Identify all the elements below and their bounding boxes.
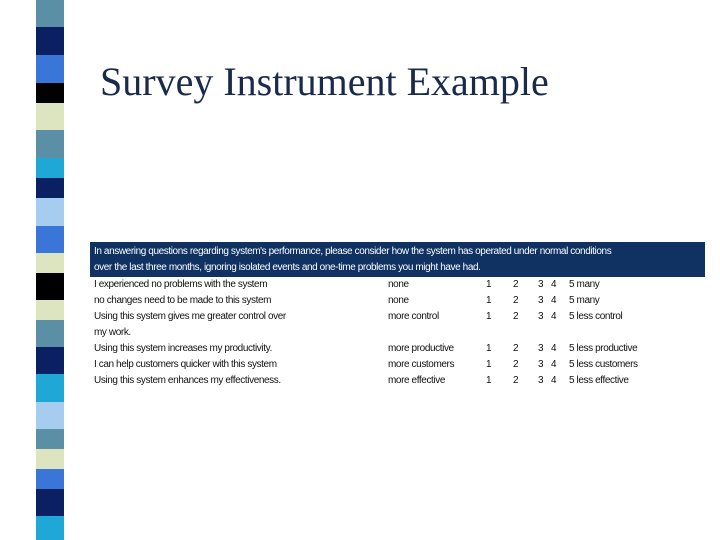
- survey-statement: I experienced no problems with the system: [94, 279, 268, 290]
- scale-point-3: 3: [538, 279, 544, 290]
- high-anchor-label: 5 less control: [569, 311, 623, 322]
- high-anchor-label: 5 many: [569, 295, 600, 306]
- low-anchor-label: more control: [388, 311, 439, 322]
- survey-statement: Using this system gives me greater control over: [94, 311, 286, 322]
- survey-statement: no changes need to be made to this system: [94, 295, 272, 306]
- scale-point-1: 1: [486, 343, 492, 354]
- scale-point-1: 1: [486, 295, 492, 306]
- scale-point-3: 3: [538, 375, 544, 386]
- scale-point-4: 4: [551, 311, 557, 322]
- stripe-block: [36, 516, 64, 540]
- scale-point-4: 4: [551, 295, 557, 306]
- stripe-block: [36, 469, 64, 489]
- high-anchor-label: 5 less customers: [569, 359, 638, 370]
- low-anchor-label: more customers: [388, 359, 455, 370]
- survey-instructions-header: [90, 242, 705, 277]
- scale-point-3: 3: [538, 311, 544, 322]
- scale-point-2: 2: [513, 343, 519, 354]
- high-anchor-label: 5 less productive: [569, 343, 638, 354]
- low-anchor-label: more effective: [388, 375, 446, 386]
- survey-instrument-table: [90, 242, 705, 394]
- stripe-block: [36, 300, 64, 320]
- stripe-block: [36, 374, 64, 402]
- stripe-block: [36, 83, 64, 103]
- scale-point-2: 2: [513, 295, 519, 306]
- scale-point-2: 2: [513, 311, 519, 322]
- stripe-block: [36, 55, 64, 83]
- stripe-block: [36, 198, 64, 226]
- survey-statement: I can help customers quicker with this system: [94, 359, 277, 370]
- scale-point-4: 4: [551, 375, 557, 386]
- stripe-block: [36, 253, 64, 273]
- scale-point-4: 4: [551, 279, 557, 290]
- scale-point-3: 3: [538, 359, 544, 370]
- low-anchor-label: none: [388, 279, 409, 290]
- low-anchor-label: more productive: [388, 343, 454, 354]
- stripe-block: [36, 273, 64, 300]
- stripe-block: [36, 347, 64, 374]
- survey-statement: my work.: [94, 327, 131, 338]
- instructions-line-1: In answering questions regarding system's performance, please consider how the system has operated under normal conditions: [94, 246, 612, 257]
- scale-point-2: 2: [513, 359, 519, 370]
- scale-point-4: 4: [551, 359, 557, 370]
- stripe-block: [36, 130, 64, 158]
- scale-point-1: 1: [486, 311, 492, 322]
- slide-title: Survey Instrument Example: [100, 59, 549, 104]
- high-anchor-label: 5 many: [569, 279, 600, 290]
- low-anchor-label: none: [388, 295, 409, 306]
- stripe-block: [36, 489, 64, 516]
- stripe-block: [36, 178, 64, 198]
- survey-statement: Using this system enhances my effectiveness.: [94, 375, 281, 386]
- scale-point-2: 2: [513, 375, 519, 386]
- stripe-block: [36, 103, 64, 130]
- stripe-block: [36, 402, 64, 429]
- scale-point-3: 3: [538, 343, 544, 354]
- stripe-block: [36, 449, 64, 469]
- scale-point-3: 3: [538, 295, 544, 306]
- high-anchor-label: 5 less effective: [569, 375, 629, 386]
- decorative-stripe: [0, 0, 64, 540]
- scale-point-1: 1: [486, 279, 492, 290]
- stripe-block: [36, 27, 64, 55]
- scale-point-1: 1: [486, 375, 492, 386]
- scale-point-4: 4: [551, 343, 557, 354]
- survey-statement: Using this system increases my productivity.: [94, 343, 272, 354]
- stripe-block: [36, 0, 64, 27]
- stripe-block: [36, 320, 64, 347]
- stripe-block: [36, 429, 64, 449]
- scale-point-2: 2: [513, 279, 519, 290]
- stripe-block: [36, 158, 64, 178]
- scale-point-1: 1: [486, 359, 492, 370]
- instructions-line-2: over the last three months, ignoring isolated events and one-time problems you might have had.: [94, 262, 481, 273]
- stripe-block: [36, 226, 64, 253]
